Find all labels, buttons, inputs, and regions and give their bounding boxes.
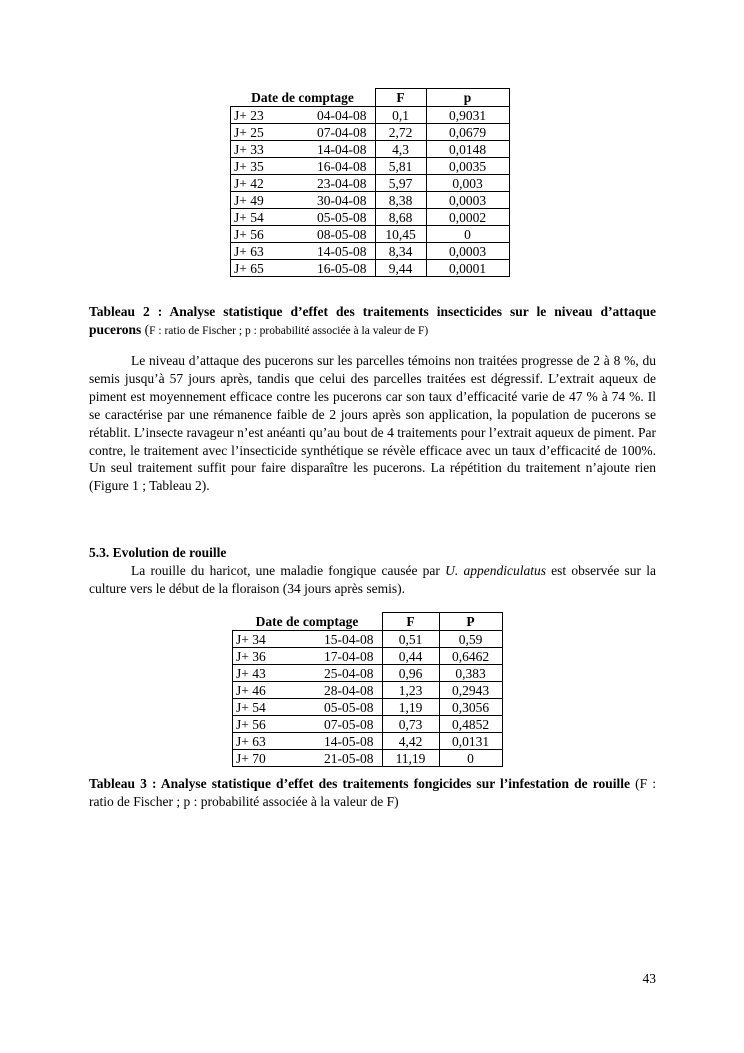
f-value-cell: 8,38 [375, 192, 426, 209]
paragraph-rust [89, 562, 656, 598]
document-page [89, 0, 656, 1053]
species-name: U. appendiculatus [445, 563, 546, 578]
p-value-cell: 0,0001 [426, 260, 509, 277]
f-value-cell: 0,51 [382, 631, 439, 648]
caption-legend: F : ratio de Fischer ; p : probabilité associée à la valeur de F) [149, 324, 429, 337]
table-row [231, 141, 510, 158]
f-value-cell: 4,42 [382, 733, 439, 750]
day-cell: J+ 42 [231, 175, 285, 192]
table-row [231, 124, 510, 141]
header-f: F [375, 89, 426, 107]
header-f: F [382, 613, 439, 631]
day-cell: J+ 63 [231, 243, 285, 260]
caption-title: Tableau 3 : Analyse statistique d’effet des traitements fongicides sur l’infestation de rouille [89, 776, 631, 791]
f-value-cell: 9,44 [375, 260, 426, 277]
day-cell: J+ 25 [231, 124, 285, 141]
f-value-cell: 2,72 [375, 124, 426, 141]
f-value-cell: 5,81 [375, 158, 426, 175]
day-cell: J+ 46 [233, 682, 289, 699]
table-3-body [233, 631, 503, 767]
date-cell: 16-04-08 [284, 158, 375, 175]
date-cell: 07-05-08 [288, 716, 382, 733]
p-value-cell: 0 [426, 226, 509, 243]
table-row [231, 209, 510, 226]
date-cell: 16-05-08 [284, 260, 375, 277]
day-cell: J+ 33 [231, 141, 285, 158]
p-value-cell: 0,9031 [426, 107, 509, 124]
f-value-cell: 1,19 [382, 699, 439, 716]
header-date: Date de comptage [233, 613, 383, 631]
date-cell: 30-04-08 [284, 192, 375, 209]
day-cell: J+ 23 [231, 107, 285, 124]
table-row [231, 192, 510, 209]
header-date: Date de comptage [231, 89, 376, 107]
date-cell: 04-04-08 [284, 107, 375, 124]
day-cell: J+ 54 [231, 209, 285, 226]
date-cell: 14-04-08 [284, 141, 375, 158]
f-value-cell: 8,34 [375, 243, 426, 260]
day-cell: J+ 35 [231, 158, 285, 175]
day-cell: J+ 34 [233, 631, 289, 648]
p-value-cell: 0 [439, 750, 502, 767]
p-value-cell: 0,4852 [439, 716, 502, 733]
p-value-cell: 0,2943 [439, 682, 502, 699]
paragraph-text-after: est observée sur la culture vers le début de la floraison (34 jours après semis). [89, 563, 656, 596]
table-2-body [231, 107, 510, 277]
date-cell: 08-05-08 [284, 226, 375, 243]
p-value-cell: 0,003 [426, 175, 509, 192]
p-value-cell: 0,0003 [426, 192, 509, 209]
table-header-row [233, 613, 503, 631]
day-cell: J+ 63 [233, 733, 289, 750]
date-cell: 14-05-08 [284, 243, 375, 260]
date-cell: 25-04-08 [288, 665, 382, 682]
day-cell: J+ 56 [233, 716, 289, 733]
table-3 [232, 612, 503, 767]
f-value-cell: 10,45 [375, 226, 426, 243]
p-value-cell: 0,0035 [426, 158, 509, 175]
table-row [233, 631, 503, 648]
day-cell: J+ 36 [233, 648, 289, 665]
table-row [233, 699, 503, 716]
table-row [231, 260, 510, 277]
table-row [233, 733, 503, 750]
page-number: 43 [642, 971, 656, 986]
table-row [231, 226, 510, 243]
day-cell: J+ 43 [233, 665, 289, 682]
table-2-caption [89, 303, 656, 340]
table-row [233, 665, 503, 682]
table-3-caption [89, 775, 656, 810]
date-cell: 05-05-08 [288, 699, 382, 716]
p-value-cell: 0,0002 [426, 209, 509, 226]
table-header-row [231, 89, 510, 107]
p-value-cell: 0,3056 [439, 699, 502, 716]
p-value-cell: 0,383 [439, 665, 502, 682]
paragraph-text: Le niveau d’attaque des pucerons sur les parcelles témoins non traitées progresse de 2 à 8 %, du semis jusqu’à 57 jours après, tandis que celui des parcelles traitées est dégressif. L’extrait aqueux de piment est moyennement efficace contre les pucerons car son taux d’efficacité varie de 47 % à 74 %. Il se caractérise par une rémanence faible de 2 jours après son application, la population de pucerons se rétablit. L’insecte ravageur n’est anéanti qu’au bout de 4 traitements pour l’extrait aqueux de piment. Par contre, le traitement avec l’insecticide synthétique se révèle efficace avec un taux d’efficacité de 100%. Un seul traitement suffit pour faire disparaître les pucerons. La répétition du traitement n’ajoute rien (Figure 1 ; Tableau 2). [89, 353, 656, 494]
f-value-cell: 5,97 [375, 175, 426, 192]
p-value-cell: 0,0003 [426, 243, 509, 260]
table-row [231, 243, 510, 260]
section-heading: 5.3. Evolution de rouille [89, 545, 227, 560]
day-cell: J+ 65 [231, 260, 285, 277]
date-cell: 05-05-08 [284, 209, 375, 226]
p-value-cell: 0,0679 [426, 124, 509, 141]
date-cell: 17-04-08 [288, 648, 382, 665]
caption-paren: ( [141, 321, 150, 337]
header-p: P [439, 613, 502, 631]
paragraph-text-before: La rouille du haricot, une maladie fongique causée par [131, 563, 446, 578]
f-value-cell: 0,1 [375, 107, 426, 124]
day-cell: J+ 70 [233, 750, 289, 767]
table-2 [230, 88, 510, 277]
p-value-cell: 0,59 [439, 631, 502, 648]
date-cell: 15-04-08 [288, 631, 382, 648]
f-value-cell: 0,73 [382, 716, 439, 733]
date-cell: 28-04-08 [288, 682, 382, 699]
day-cell: J+ 54 [233, 699, 289, 716]
date-cell: 23-04-08 [284, 175, 375, 192]
day-cell: J+ 49 [231, 192, 285, 209]
caption-legend: (F : ratio de Fischer ; p : probabilité associée à la valeur de F) [89, 776, 656, 809]
table-row [231, 175, 510, 192]
date-cell: 21-05-08 [288, 750, 382, 767]
date-cell: 07-04-08 [284, 124, 375, 141]
caption-title: Tableau 2 : Analyse statistique d’effet des traitements insecticides sur le niveau d’attaque pucerons [89, 304, 656, 337]
f-value-cell: 1,23 [382, 682, 439, 699]
day-cell: J+ 56 [231, 226, 285, 243]
date-cell: 14-05-08 [288, 733, 382, 750]
f-value-cell: 0,44 [382, 648, 439, 665]
p-value-cell: 0,6462 [439, 648, 502, 665]
paragraph-aphid-attack [89, 352, 656, 495]
header-p: p [426, 89, 509, 107]
table-row [233, 648, 503, 665]
f-value-cell: 11,19 [382, 750, 439, 767]
p-value-cell: 0,0148 [426, 141, 509, 158]
table-row [233, 750, 503, 767]
p-value-cell: 0,0131 [439, 733, 502, 750]
table-row [233, 682, 503, 699]
f-value-cell: 4,3 [375, 141, 426, 158]
table-row [231, 158, 510, 175]
f-value-cell: 0,96 [382, 665, 439, 682]
f-value-cell: 8,68 [375, 209, 426, 226]
table-row [233, 716, 503, 733]
table-row [231, 107, 510, 124]
